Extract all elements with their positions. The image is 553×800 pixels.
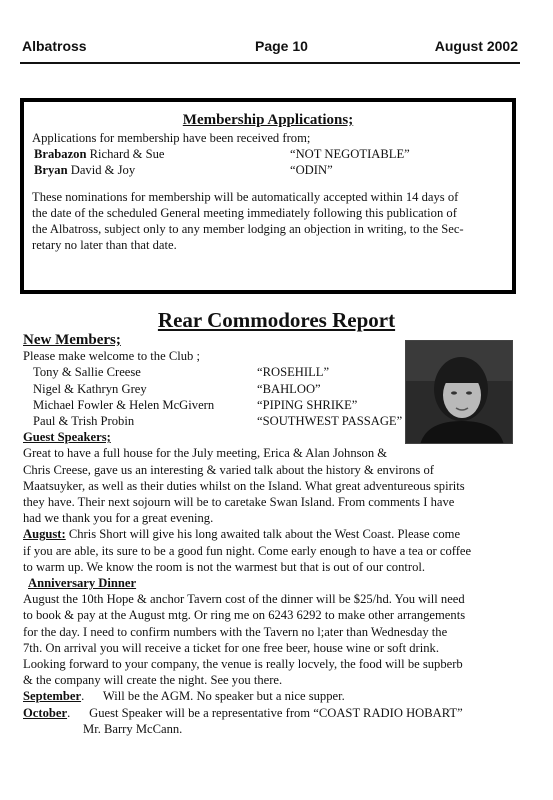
- newsletter-title: Albatross: [22, 38, 87, 54]
- member-boat: “PIPING SHRIKE”: [257, 397, 358, 412]
- member-boat: “ROSEHILL”: [257, 365, 330, 380]
- member-row: [23, 381, 523, 397]
- applicant-row: [32, 146, 504, 162]
- september-text: . Will be the AGM. No speaker but a nice supper.: [81, 689, 345, 704]
- guest-line: Maatsuyker, as well as their duties whilst on the Island. What great adventureous spirits: [23, 478, 465, 493]
- member-row: [23, 397, 523, 413]
- header-rule: [20, 62, 520, 64]
- member-name: Nigel & Kathryn Grey: [33, 381, 147, 396]
- guest-line: they have. Their next sojourn will be to caretake Swan Island. From comments I have: [23, 494, 455, 509]
- dinner-heading: Anniversary Dinner: [28, 575, 137, 590]
- applicant-boat: “ODIN”: [290, 163, 333, 177]
- dinner-line: August the 10th Hope & anchor Tavern cost of the dinner will be $25/hd. You will need: [23, 592, 465, 607]
- october-speaker: Mr. Barry McCann.: [83, 721, 183, 736]
- member-name: Tony & Sallie Creese: [33, 365, 141, 380]
- dinner-line: Looking forward to your company, the venue is really locvely, the food will be supberb: [23, 657, 463, 671]
- notice-line: the date of the scheduled General meeting immediately following this publication of: [32, 206, 457, 220]
- guest-speakers-heading: Guest Speakers;: [23, 430, 111, 445]
- membership-box: [20, 98, 516, 294]
- applicant-given: Richard & Sue: [89, 147, 165, 161]
- membership-intro: Applications for membership have been received from;: [32, 131, 311, 145]
- applicant-surname: Brabazon: [34, 147, 87, 161]
- august-label: August:: [23, 527, 66, 542]
- guest-line: Chris Creese, gave us an interesting & varied talk about the history & environs of: [23, 462, 434, 477]
- report-body: [23, 332, 523, 737]
- applicant-surname: Bryan: [34, 163, 68, 177]
- notice-line: the Albatross, subject only to any member lodging an objection in writing, to the Sec-: [32, 222, 464, 236]
- membership-title: Membership Applications;: [182, 112, 354, 128]
- guest-line: Great to have a full house for the July meeting, Erica & Alan Johnson &: [23, 446, 388, 461]
- membership-notice: [32, 189, 504, 253]
- member-boat: “BAHLOO”: [257, 381, 321, 396]
- welcome-text: Please make welcome to the Club ;: [23, 349, 200, 364]
- october-text: . Guest Speaker will be a representative from “COAST RADIO HOBART”: [67, 705, 463, 720]
- dinner-line: 7th. On arrival you will receive a ticket for one free beer, house wine or soft drink.: [23, 640, 439, 655]
- august-line: if you are able, its sure to be a good fun night. Come early enough to have a tea or coffee: [23, 543, 472, 558]
- member-boat: “SOUTHWEST PASSAGE”: [257, 413, 403, 428]
- notice-line: retary no later than that date.: [32, 238, 177, 252]
- august-line: to warm up. We know the room is not the warmest but that is out of our control.: [23, 559, 426, 574]
- notice-line: These nominations for membership will be automatically accepted within 14 days of: [32, 190, 459, 204]
- september-line: [23, 688, 523, 704]
- issue-date: August 2002: [434, 38, 518, 54]
- report-title: Rear Commodores Report: [157, 308, 396, 332]
- member-row: [23, 413, 523, 429]
- applicant-boat: “NOT NEGOTIABLE”: [290, 147, 410, 161]
- october-label: October: [23, 705, 68, 720]
- august-text: Chris Short will give his long awaited talk about the West Coast. Please come: [65, 527, 461, 542]
- dinner-line: for the day. I need to confirm numbers with the Tavern no l;ater than Wednesday the: [23, 624, 448, 639]
- page-number: Page 10: [255, 38, 308, 54]
- september-label: September: [23, 689, 82, 704]
- new-members-heading: New Members;: [23, 332, 121, 348]
- applicant-given: David & Joy: [70, 163, 136, 177]
- applicant-row: [32, 162, 504, 178]
- august-line: [23, 526, 523, 542]
- member-name: Paul & Trish Probin: [33, 413, 135, 428]
- member-row: [23, 364, 523, 380]
- dinner-line: & the company will create the night. See you there.: [23, 673, 283, 688]
- guest-line: had we thank you for a great evening.: [23, 511, 214, 526]
- october-line: [23, 705, 523, 721]
- member-name: Michael Fowler & Helen McGivern: [33, 397, 215, 412]
- dinner-line: to book & pay at the August mtg. Or ring me on 6243 6292 to make other arrangements: [23, 608, 466, 623]
